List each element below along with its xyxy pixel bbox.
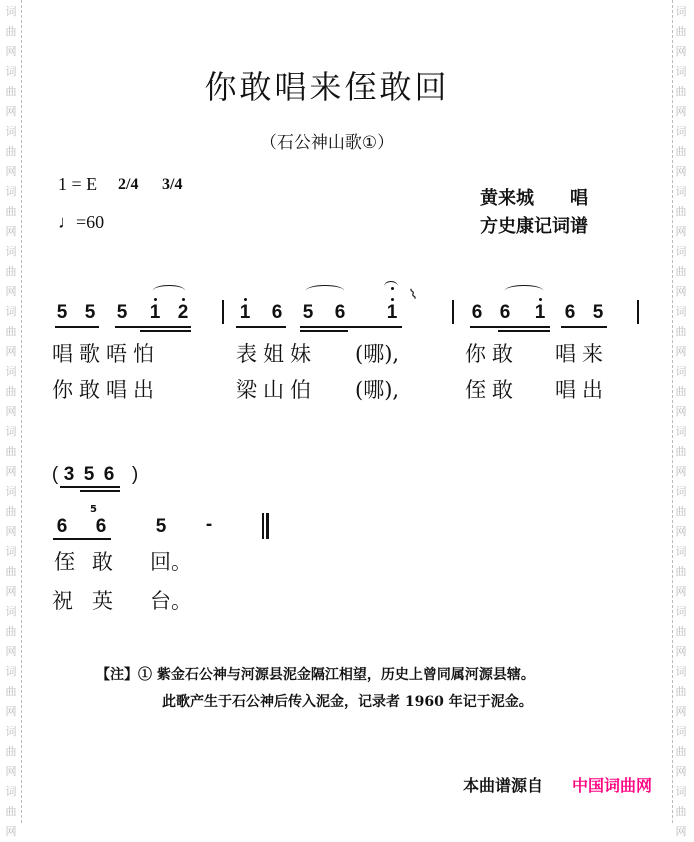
- grace-note: 5: [90, 504, 97, 515]
- beam: [80, 490, 120, 492]
- octave-dot: [182, 298, 185, 301]
- footnote-line-2: 此歌产生于石公神后传入泥金，记录者 1960 年记于泥金。: [162, 694, 533, 710]
- watermark-text: 词 曲 网: [675, 305, 687, 358]
- right-margin-line: [672, 0, 673, 823]
- beam: [115, 326, 191, 328]
- octave-dot: [154, 298, 157, 301]
- beam: [300, 326, 402, 328]
- note: 5: [592, 302, 604, 323]
- lyric: 祝: [52, 589, 79, 613]
- note: 5: [302, 302, 314, 323]
- note: 5: [84, 302, 96, 323]
- note: 6: [56, 516, 68, 537]
- lyric: 你敢唱出: [52, 378, 160, 402]
- note: 3: [63, 464, 75, 485]
- watermark-text: 词 曲 网: [675, 485, 687, 538]
- glissando-mark: ⌇: [407, 286, 420, 304]
- note: 1: [386, 302, 398, 323]
- watermark-text: 词 曲 网: [675, 665, 687, 718]
- watermark-text: 词 曲 网: [675, 125, 687, 178]
- note: 5: [155, 516, 167, 537]
- note: 6: [334, 302, 346, 323]
- slur: [306, 285, 344, 296]
- tempo: ♩=60: [58, 212, 105, 232]
- note: 1: [534, 302, 546, 323]
- beam: [300, 330, 348, 332]
- open-paren: (: [51, 464, 59, 485]
- watermark-text: 词 曲 网: [5, 545, 17, 598]
- note: 1: [149, 302, 161, 323]
- watermark-text: 词 曲 网: [5, 785, 17, 838]
- note: 1: [239, 302, 251, 323]
- lyric: 侄: [54, 550, 81, 574]
- watermark-text: 词 曲 网: [675, 785, 687, 838]
- octave-dot: [244, 298, 247, 301]
- close-paren: ): [131, 464, 139, 485]
- barline: [452, 300, 454, 324]
- source-site-link[interactable]: 中国词曲网: [572, 776, 653, 795]
- singer-credit: 黄来城 唱: [480, 188, 588, 209]
- watermark-text: 词 曲 网: [5, 485, 17, 538]
- final-barline: [266, 513, 269, 539]
- watermark-text: 词 曲 网: [675, 425, 687, 478]
- barline: [222, 300, 224, 324]
- watermark-text: 词 曲 网: [5, 5, 17, 58]
- lyric: 梁山伯: [236, 378, 317, 402]
- note: 5: [83, 464, 95, 485]
- note: 6: [499, 302, 511, 323]
- slur: [153, 285, 185, 296]
- final-barline: [262, 513, 264, 539]
- source-prefix: 本曲谱源自: [463, 776, 544, 795]
- song-subtitle: （石公神山歌①）: [259, 133, 395, 153]
- lyric: 表姐妹: [236, 342, 317, 366]
- watermark-text: 词 曲 网: [5, 365, 17, 418]
- lyric: (哪),: [355, 342, 400, 366]
- slur: [505, 285, 543, 296]
- watermark-text: 词 曲 网: [675, 605, 687, 658]
- beam: [140, 330, 191, 332]
- beam: [498, 330, 550, 332]
- watermark-text: 词 曲 网: [5, 245, 17, 298]
- watermark-text: 词 曲 网: [5, 605, 17, 658]
- watermark-text: 词 曲 网: [675, 365, 687, 418]
- fermata-arc: [384, 281, 398, 292]
- note: 5: [116, 302, 128, 323]
- beam: [55, 326, 99, 328]
- note: 6: [471, 302, 483, 323]
- watermark-text: 词 曲 网: [5, 65, 17, 118]
- beam: [561, 326, 607, 328]
- lyric: 台。: [150, 589, 192, 613]
- note: 5: [56, 302, 68, 323]
- lyric: 唱歌唔怕: [52, 342, 160, 366]
- left-margin-line: [21, 0, 22, 823]
- lyric: 敢: [92, 550, 119, 574]
- beam: [236, 326, 286, 328]
- lyric: 唱来: [555, 342, 609, 366]
- recorder-credit: 方史康记词谱: [480, 216, 588, 237]
- octave-dot: [391, 298, 394, 301]
- time-sig-1: 2/4: [118, 176, 139, 193]
- dash: -: [205, 514, 213, 535]
- footnote-line-1: [96, 664, 535, 684]
- barline: [637, 300, 639, 324]
- beam: [470, 326, 550, 328]
- lyric: 侄敢: [465, 378, 519, 402]
- beam: [60, 486, 120, 488]
- lyric: 回。: [150, 550, 192, 574]
- watermark-text: 词 曲 网: [675, 245, 687, 298]
- song-title: 你敢唱来侄敢回: [204, 68, 450, 106]
- lyric: 英: [92, 589, 119, 613]
- footnote-label: 【注】: [96, 667, 138, 683]
- watermark-text: 词 曲 网: [675, 65, 687, 118]
- lyric: 唱出: [555, 378, 609, 402]
- beam: [53, 538, 111, 540]
- watermark-text: 词 曲 网: [675, 185, 687, 238]
- watermark-text: 词 曲 网: [675, 5, 687, 58]
- watermark-text: 词 曲 网: [5, 125, 17, 178]
- watermark-text: 词 曲 网: [5, 425, 17, 478]
- key-signature: 1 = E: [58, 174, 98, 194]
- note: 6: [271, 302, 283, 323]
- note: 6: [564, 302, 576, 323]
- note: 6: [95, 516, 107, 537]
- lyric: (哪),: [355, 378, 400, 402]
- octave-dot: [539, 298, 542, 301]
- watermark-text: 词 曲 网: [5, 185, 17, 238]
- note: 6: [103, 464, 115, 485]
- watermark-text: 词 曲 网: [5, 305, 17, 358]
- watermark-text: 词 曲 网: [675, 545, 687, 598]
- note: 2: [177, 302, 189, 323]
- footnote-text: ① 紫金石公神与河源县泥金隔江相望，历史上曾同属河源县辖。: [138, 667, 535, 683]
- time-sig-2: 3/4: [162, 176, 183, 193]
- lyric: 你敢: [465, 342, 519, 366]
- watermark-text: 词 曲 网: [675, 725, 687, 778]
- watermark-text: 词 曲 网: [5, 725, 17, 778]
- watermark-text: 词 曲 网: [5, 665, 17, 718]
